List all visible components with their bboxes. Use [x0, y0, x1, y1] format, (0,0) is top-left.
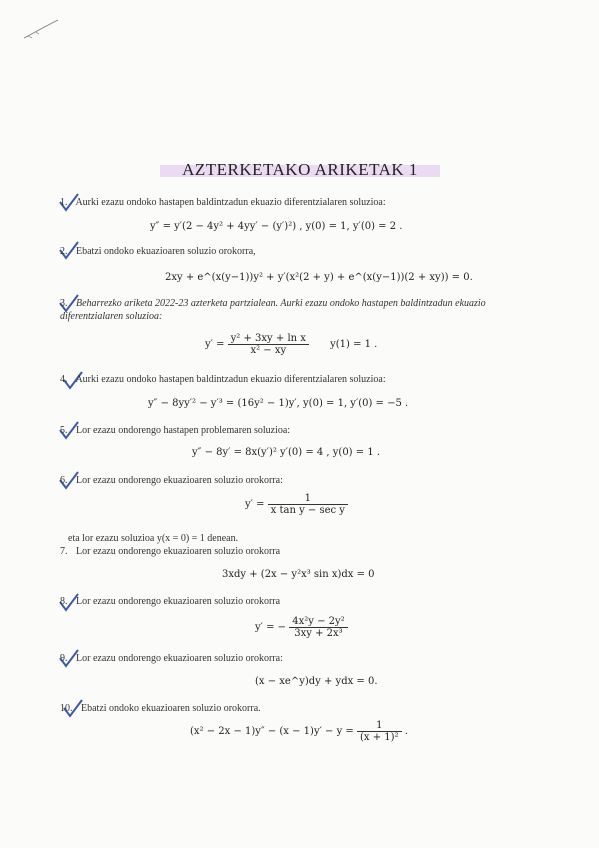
exercise-1 [60, 196, 530, 209]
exercise-6-followup: eta lor ezazu soluzioa y(x = 0) = 1 denean. [68, 533, 239, 544]
numerator: 1 [268, 493, 348, 505]
equation-lhs: (x² − 2x − 1)y″ − (x − 1)y′ − y = [190, 726, 357, 737]
page-title: AZTERKETAKO ARIKETAK 1 [182, 160, 418, 179]
exercise-text: Lor ezazu ondorengo ekuazioaren soluzio orokorra: [76, 475, 283, 486]
exercise-text: Ebatzi ondoko ekuazioaren soluzio orokorra. [81, 703, 261, 714]
exercise-number: 5. [60, 425, 68, 436]
equation-5: y″ − 8y′ = 8x(y′)² y′(0) = 4 , y(0) = 1 . [192, 447, 381, 458]
initial-condition: y(1) = 1 . [330, 339, 378, 350]
denominator: x² − xy [250, 345, 287, 356]
exercise-8 [60, 595, 530, 608]
equation-1: y″ = y′(2 − 4y² + 4yy′ − (y′)²) , y(0) = 1, y′(0) = 2 . [150, 221, 403, 232]
fraction [228, 333, 309, 356]
exercise-4 [60, 373, 530, 386]
exercise-number: 4. [60, 374, 68, 385]
exercise-number: 7. [60, 546, 68, 557]
exercise-text: Beharrezko ariketa 2022-23 azterketa partzialean. Aurki ezazu ondoko hastapen baldintzadun ekuazio diferentzialaren soluzioa: [60, 298, 486, 322]
equation-8 [255, 616, 348, 639]
exercise-6 [60, 474, 530, 487]
exercise-text: Lor ezazu ondorengo ekuazioaren soluzio orokorra: [76, 653, 283, 664]
numerator: 4x²y − 2y² [289, 616, 347, 628]
exercise-text: Aurki ezazu ondoko hastapen baldintzadun ekuazio diferentzialaren soluzioa: [75, 197, 386, 208]
exercise-7 [60, 545, 530, 558]
numerator: y² + 3xy + ln x [228, 333, 309, 345]
exercise-number: 2. [60, 246, 68, 257]
equation-7: 3xdy + (2x − y²x³ sin x)dx = 0 [222, 569, 375, 580]
exercise-number: 9. [60, 653, 68, 664]
exercise-10 [60, 702, 530, 715]
equation-10 [190, 720, 408, 743]
denominator: 3xy + 2x³ [294, 628, 343, 639]
exercise-text: Lor ezazu ondorengo ekuazioaren soluzio orokorra [76, 546, 281, 557]
fraction [268, 493, 348, 516]
equation-9: (x − xe^y)dy + ydx = 0. [255, 676, 378, 687]
equation-lhs: y′ = [245, 499, 268, 510]
exercise-text: Lor ezazu ondorengo hastapen problemaren soluzioa: [76, 425, 291, 436]
exercise-2 [60, 245, 530, 258]
exercise-text: Lor ezazu ondorengo ekuazioaren soluzio orokorra [76, 596, 281, 607]
pencil-scribble-mark [22, 14, 62, 44]
fraction [357, 720, 402, 743]
exercise-5 [60, 424, 530, 437]
exercise-text: Ebatzi ondoko ekuazioaren soluzio orokorra, [76, 246, 256, 257]
equation-lhs: y′ = − [255, 622, 287, 633]
exercise-9 [60, 652, 530, 665]
exercise-number: 10. [60, 703, 73, 714]
denominator: x tan y − sec y [270, 505, 345, 516]
equation-2: 2xy + e^(x(y−1))y² + y′(x²(2 + y) + e^(x(y−1))(2 + xy)) = 0. [165, 272, 473, 283]
equation-4: y″ − 8yy′² − y′³ = (16y² − 1)y′, y(0) = 1, y′(0) = −5 . [148, 398, 409, 409]
equation-3 [205, 333, 377, 356]
exercise-text: Aurki ezazu ondoko hastapen baldintzadun ekuazio diferentzialaren soluzioa: [75, 374, 386, 385]
equation-lhs: y′ = [205, 339, 228, 350]
equation-6 [245, 493, 348, 516]
exercise-number: 3. [60, 298, 68, 309]
numerator: 1 [357, 720, 402, 732]
denominator: (x + 1)² [360, 732, 399, 743]
exercise-number: 6. [60, 475, 68, 486]
exercise-3 [60, 297, 530, 323]
exercise-number: 8. [60, 596, 68, 607]
fraction [289, 616, 347, 639]
exercise-number: 1. [60, 197, 68, 208]
equation-end: . [404, 726, 408, 737]
